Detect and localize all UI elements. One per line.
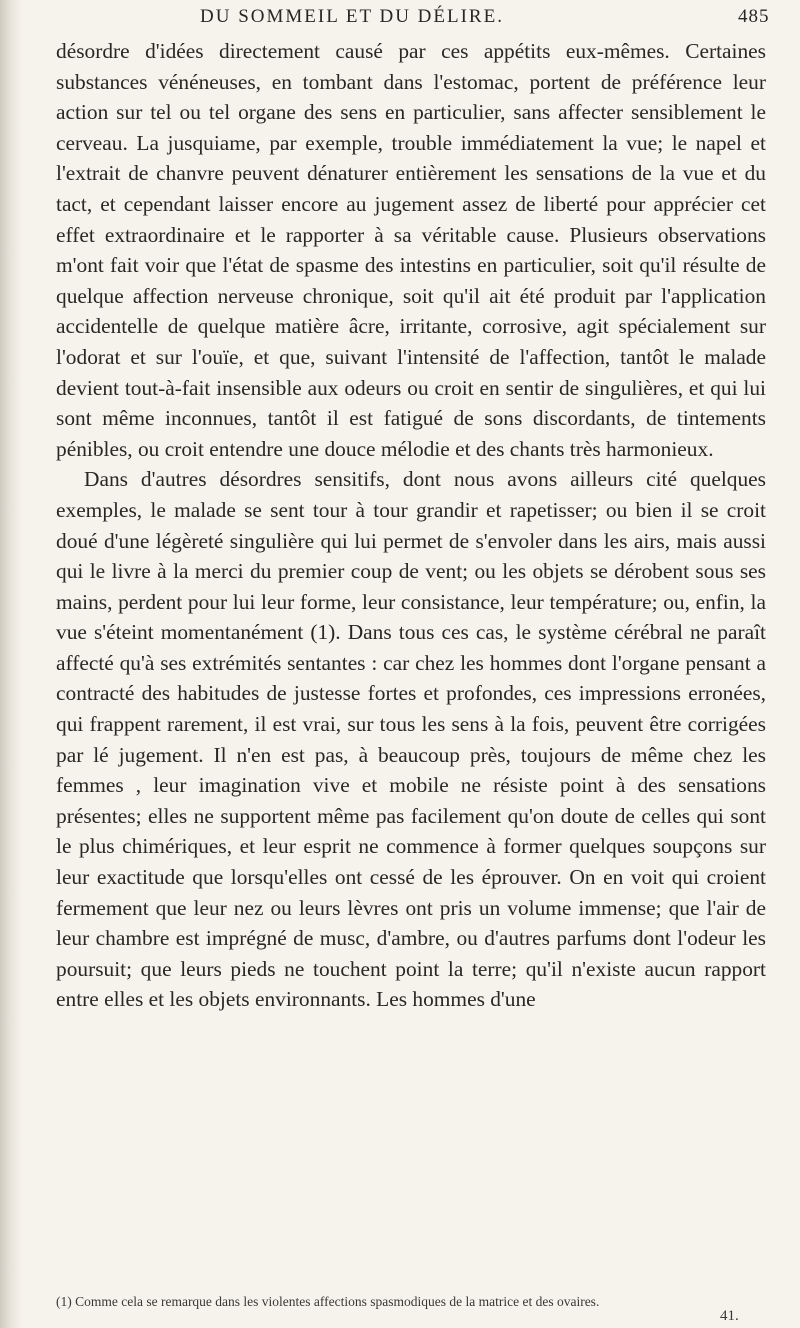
page-number: 485: [738, 6, 770, 27]
signature-mark: 41.: [720, 1308, 739, 1324]
running-head-title: DU SOMMEIL ET DU DÉLIRE.: [200, 6, 504, 27]
footnote: (1) Comme cela se remarque dans les violentes affections spasmodiques de la matrice et des ovaires.: [56, 1294, 600, 1309]
page-gutter-shadow: [0, 0, 22, 1328]
body-text: [56, 36, 766, 1015]
paragraph: désordre d'idées directement causé par ces appétits eux-mêmes. Certaines substances vénéneuses, en tombant dans l'estomac, portent de préférence leur action sur tel ou tel organe des sens en particulier, sans affecter sensiblement le cerveau. La jusquiame, par exemple, trouble immédiatement la vue; le napel et l'extrait de chanvre peuvent dénaturer entièrement les sensations de la vue et du tact, et cependant laisser encore au jugement assez de liberté pour apprécier cet effet extraordinaire et le rapporter à sa véritable cause. Plusieurs observations m'ont fait voir que l'état de spasme des intestins en particulier, soit qu'il résulte de quelque affection nerveuse chronique, soit qu'il ait été produit par l'application accidentelle de quelque matière âcre, irritante, corrosive, agit spécialement sur l'odorat et sur l'ouïe, et que, suivant l'intensité de l'affection, tantôt le malade devient tout-à-fait insensible aux odeurs ou croit en sentir de singulières, et qui lui sont même inconnues, tantôt il est fatigué de sons discordants, de tintements pénibles, ou croit entendre une douce mélodie et des chants très harmonieux.: [56, 39, 766, 461]
paragraph: Dans d'autres désordres sensitifs, dont nous avons ailleurs cité quelques exemples, le malade se sent tour à tour grandir et rapetisser; ou bien il se croit doué d'une légèreté singulière qui lui permet de s'envoler dans les airs, mais aussi qui le livre à la merci du premier coup de vent; ou les objets se dérobent sous ses mains, perdent pour lui leur forme, leur consistance, leur température; ou, enfin, la vue s'éteint momentanément (1). Dans tous ces cas, le système cérébral ne paraît affecté qu'à ses extrémités sentantes : car chez les hommes dont l'organe pensant a contracté des habitudes de justesse fortes et profondes, ces impressions erronées, qui frappent rarement, il est vrai, sur tous les sens à la fois, peuvent être corrigées par lé jugement. Il n'en est pas, à beaucoup près, toujours de même chez les femmes , leur imagination vive et mobile ne résiste point à des sensations présentes; elles ne supportent même pas facilement qu'on doute de celles qui sont le plus chimériques, et leur esprit ne commence à former quelques soupçons sur leur exactitude que lorsqu'elles ont cessé de les éprouver. On en voit qui croient fermement que leur nez ou leurs lèvres ont pris un volume immense; que l'air de leur chambre est imprégné de musc, d'ambre, ou d'autres parfums dont l'odeur les poursuit; que leurs pieds ne touchent point la terre; qu'il n'existe aucun rapport entre elles et les objets environnants. Les hommes d'une: [56, 467, 766, 1012]
running-head: [0, 6, 800, 36]
